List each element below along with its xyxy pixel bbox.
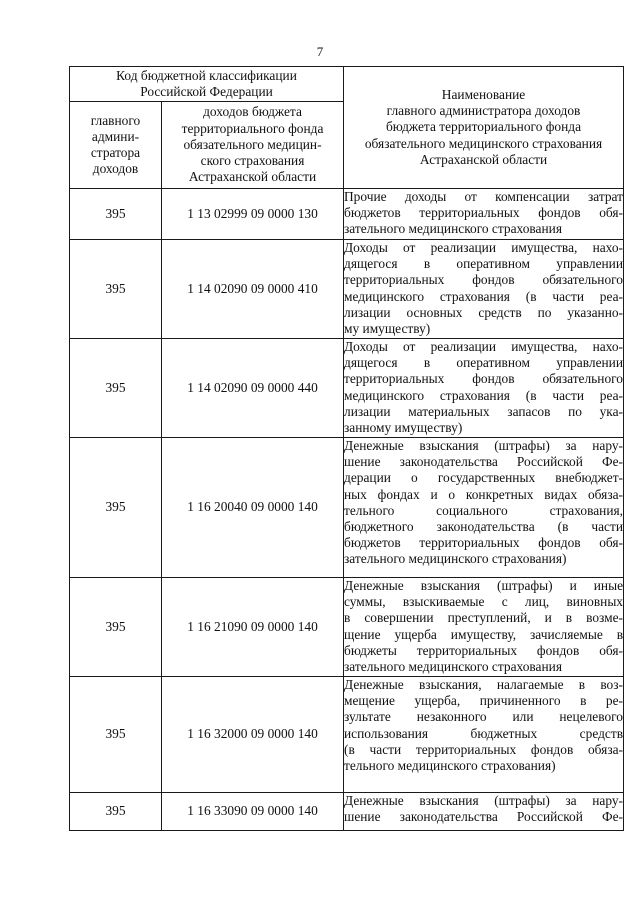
description-line: щение ущерба имуществу, зачисляемые в xyxy=(344,626,624,642)
description-line: медицинского страхования (в части реа- xyxy=(344,288,624,304)
description-cell xyxy=(344,339,624,438)
description-line: суммы, взыскиваемые с лиц, виновных xyxy=(344,594,624,610)
description-line: дящегося в оперативном управлении xyxy=(344,355,624,371)
description-line: му имуществу) xyxy=(344,321,431,337)
header-line: стратора xyxy=(90,145,141,160)
header-line: обязательного медицинского страхования xyxy=(364,135,603,151)
description-line: бюджетов территориальных фондов обя- xyxy=(344,535,624,551)
description-cell xyxy=(344,240,624,339)
description-line: лизации основных средств по указанно- xyxy=(344,304,624,320)
budget-classification-table xyxy=(69,66,624,831)
description-cell xyxy=(344,438,624,578)
description-line: шение законодательства Российской Фе- xyxy=(344,454,624,470)
table-body xyxy=(70,189,624,831)
description-line: бюджетного законодательства (в части xyxy=(344,519,624,535)
budget-code-cell: 1 13 02999 09 0000 130 xyxy=(162,189,344,240)
description-line: территориальных фондов обязательного xyxy=(344,371,624,387)
description-line: лизации материальных запасов по ука- xyxy=(344,403,624,419)
header-line: админи- xyxy=(91,128,140,144)
table-row xyxy=(70,793,624,831)
description-line: территориальных фондов обязательного xyxy=(344,272,624,288)
header-line: территориального фонда xyxy=(181,120,324,136)
header-line: Астраханской области xyxy=(188,169,317,185)
header-line: Российской Федерации xyxy=(140,84,273,99)
description-cell xyxy=(344,189,624,240)
description-line: дящегося в оперативном управлении xyxy=(344,256,624,272)
header-line: Астраханской области xyxy=(419,151,548,167)
table-header xyxy=(70,67,624,189)
budget-code-cell: 1 16 32000 09 0000 140 xyxy=(162,677,344,793)
description-line: ных фондах и о конкретных видах обяза- xyxy=(344,486,624,502)
description-line: бюджетов территориальных фондов обя- xyxy=(344,205,624,221)
description-line: в совершении преступлений, и в возме- xyxy=(344,610,624,626)
description-cell xyxy=(344,578,624,677)
description-cell xyxy=(344,677,624,793)
code-group-header xyxy=(70,67,344,102)
header-line: ского страхования xyxy=(200,153,305,169)
admin-code-cell: 395 xyxy=(70,189,162,240)
description-line: тельного социального страхования, xyxy=(344,502,623,518)
description-line: Доходы от реализации имущества, нахо- xyxy=(344,240,624,255)
header-line: бюджета территориального фонда xyxy=(385,119,582,135)
name-column-header xyxy=(344,67,624,189)
description-line: Доходы от реализации имущества, нахо- xyxy=(344,339,624,354)
description-line: Денежные взыскания (штрафы) за нару- xyxy=(344,438,624,453)
header-line: главного xyxy=(90,112,141,128)
admin-code-cell: 395 xyxy=(70,339,162,438)
table-row xyxy=(70,240,624,339)
description-line: медицинского страхования (в части реа- xyxy=(344,387,624,403)
page-number: 7 xyxy=(316,44,324,59)
description-line: зультате незаконного или нецелевого xyxy=(344,709,624,725)
header-line: доходов xyxy=(92,161,139,177)
budget-code-cell: 1 16 20040 09 0000 140 xyxy=(162,438,344,578)
header-line: Наименование xyxy=(441,86,526,102)
description-line: Денежные взыскания (штрафы) за нару- xyxy=(344,793,624,808)
table-row xyxy=(70,189,624,240)
description-line: занному имуществу) xyxy=(344,420,463,436)
description-line: тельного медицинского страхования) xyxy=(344,758,556,774)
header-line: Код бюджетной классификации xyxy=(116,67,297,83)
description-line: зательного медицинского страхования) xyxy=(344,551,567,567)
table-row xyxy=(70,438,624,578)
header-line: обязательного медицин- xyxy=(183,136,322,152)
description-line: (в части территориальных фондов обяза- xyxy=(344,741,624,757)
description-line: Денежные взыскания, налагаемые в воз- xyxy=(344,677,624,692)
budget-code-cell: 1 14 02090 09 0000 410 xyxy=(162,240,344,339)
admin-column-header xyxy=(70,102,162,189)
description-line: зательного медицинского страхования xyxy=(344,221,562,237)
description-line: зательного медицинского страхования xyxy=(344,659,562,675)
table-row xyxy=(70,578,624,677)
description-line: использования бюджетных средств xyxy=(344,725,624,741)
description-cell xyxy=(344,793,624,831)
table-row xyxy=(70,339,624,438)
admin-code-cell: 395 xyxy=(70,438,162,578)
description-line: Денежные взыскания (штрафы) и иные xyxy=(344,578,624,593)
admin-code-cell: 395 xyxy=(70,677,162,793)
table-row xyxy=(70,677,624,793)
description-line: шение законодательства Российской Фе- xyxy=(344,809,624,825)
description-line: дерации о государственных внебюджет- xyxy=(344,470,624,486)
budget-code-cell: 1 16 33090 09 0000 140 xyxy=(162,793,344,831)
description-line: Прочие доходы от компенсации затрат xyxy=(344,189,624,204)
admin-code-cell: 395 xyxy=(70,240,162,339)
header-line: доходов бюджета xyxy=(203,104,302,120)
budget-code-cell: 1 16 21090 09 0000 140 xyxy=(162,578,344,677)
description-line: бюджеты территориальных фондов обя- xyxy=(344,642,624,658)
description-line: мещение ущерба, причиненного в ре- xyxy=(344,693,624,709)
budget-code-cell: 1 14 02090 09 0000 440 xyxy=(162,339,344,438)
income-column-header xyxy=(162,102,344,189)
admin-code-cell: 395 xyxy=(70,793,162,831)
header-line: главного администратора доходов xyxy=(386,103,581,119)
admin-code-cell: 395 xyxy=(70,578,162,677)
